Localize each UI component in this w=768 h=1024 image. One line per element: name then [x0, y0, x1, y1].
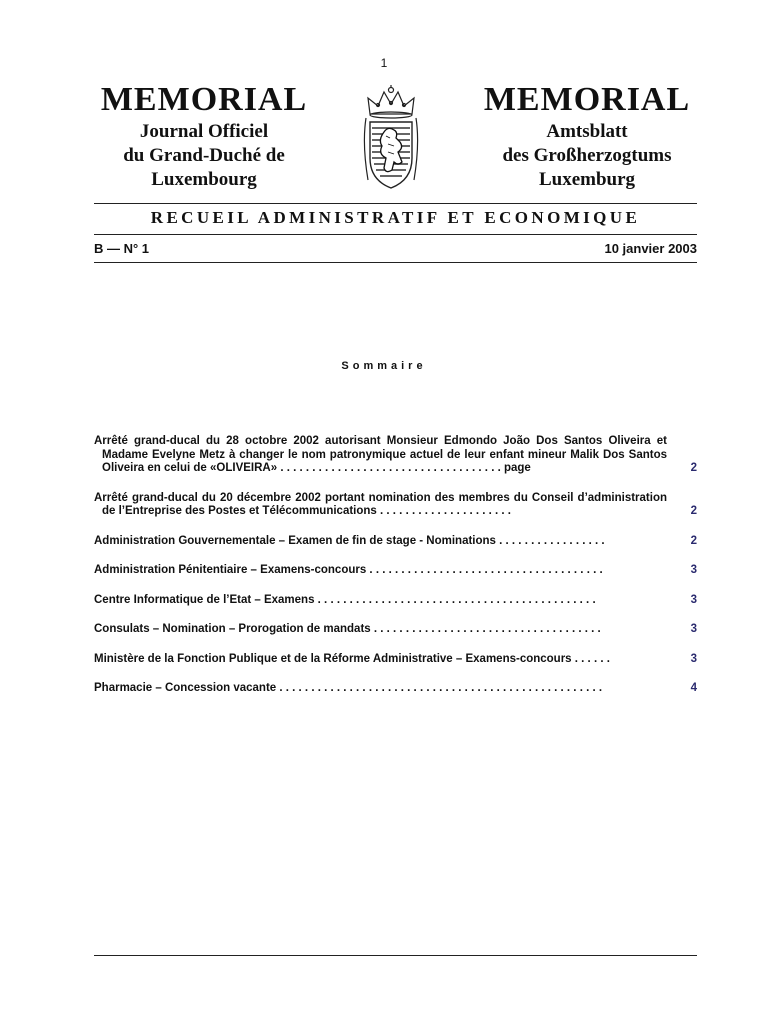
rule-footer — [94, 955, 697, 956]
toc-entry[interactable] — [94, 435, 697, 476]
toc-entry[interactable] — [94, 594, 697, 608]
toc-entry[interactable] — [94, 682, 697, 696]
masthead — [94, 80, 697, 192]
masthead-left-line2: du Grand-Duché de — [123, 145, 285, 166]
toc-entry-text: Ministère de la Fonction Publique et de la Réforme Administrative – Examens-concours . . . . . . — [94, 652, 610, 665]
toc-entry-text: Arrêté grand-ducal du 20 décembre 2002 portant nomination des membres du Conseil d’administration de l’Entreprise des Postes et Télécommunications . . . . . . . . . . . . . . . . . . . . . — [94, 491, 667, 517]
toc-entry-text: Administration Pénitentiaire – Examens-concours . . . . . . . . . . . . . . . . . . . . . . . . . . . . . . . . . . . . . — [94, 564, 603, 576]
masthead-left — [94, 80, 314, 192]
toc-entry-page[interactable]: 3 — [690, 564, 697, 576]
toc-entry-page[interactable]: 3 — [690, 593, 697, 606]
toc-entry[interactable] — [94, 535, 697, 549]
masthead-right-line3: Luxemburg — [538, 169, 636, 190]
toc-entry-page[interactable]: 2 — [690, 505, 697, 517]
recueil-heading: RECUEIL ADMINISTRATIF ET ECONOMIQUE — [150, 208, 641, 227]
toc-entry-page[interactable]: 2 — [690, 534, 697, 547]
toc-entry-text: Consulats – Nomination – Prorogation de mandats . . . . . . . . . . . . . . . . . . . . . . . . . . . . . . . . . . . . — [94, 623, 601, 635]
issue-row — [94, 241, 697, 256]
masthead-right-line2: des Großherzogtums — [502, 145, 672, 166]
rule-middle — [94, 234, 697, 235]
toc-entry-page[interactable]: 2 — [690, 462, 697, 474]
issue-date: 10 janvier 2003 — [604, 241, 697, 256]
table-of-contents — [94, 435, 697, 712]
toc-entry[interactable] — [94, 492, 697, 519]
toc-entry-text: Centre Informatique de l’Etat – Examens . . . . . . . . . . . . . . . . . . . . . . . . . . . . . . . . . . . . . . . . . . . . — [94, 593, 596, 606]
toc-entry-text: Arrêté grand-ducal du 28 octobre 2002 autorisant Monsieur Edmondo João Dos Santos Oliveira et Madame Evelyne Metz à changer le nom patronymique actuel de leur enfant mineur Malik Dos Santos Oliveira en celui de «OLIVEIRA» . . . . . . . . . . . . . . . . . . . . . . . . . . . . . . . . . . . page — [94, 435, 667, 474]
rule-bottom — [94, 262, 697, 263]
page-number: 1 — [380, 56, 388, 70]
toc-entry[interactable] — [94, 564, 697, 578]
toc-entry[interactable] — [94, 623, 697, 637]
toc-entry[interactable] — [94, 653, 697, 667]
issue-number: B — N° 1 — [94, 241, 150, 256]
toc-entry-page[interactable]: 3 — [690, 652, 697, 665]
masthead-left-line3: Luxembourg — [151, 169, 257, 190]
toc-entry-page[interactable]: 4 — [690, 682, 697, 694]
masthead-right-title: MEMORIAL — [483, 81, 691, 118]
masthead-right — [477, 80, 697, 192]
toc-entry-page[interactable]: 3 — [690, 623, 697, 635]
masthead-left-title: MEMORIAL — [100, 81, 308, 118]
masthead-left-line1: Journal Officiel — [139, 121, 269, 142]
rule-top — [94, 203, 697, 204]
sommaire-heading: Sommaire — [341, 360, 427, 372]
masthead-right-line1: Amtsblatt — [546, 121, 628, 142]
toc-entry-text: Administration Gouvernementale – Examen de fin de stage - Nominations . . . . . . . . . . . . . . . . . — [94, 534, 605, 547]
luxembourg-coat-of-arms-icon — [358, 84, 424, 192]
toc-entry-text: Pharmacie – Concession vacante . . . . . . . . . . . . . . . . . . . . . . . . . . . . . . . . . . . . . . . . . . . . . . . . . . . — [94, 682, 603, 694]
